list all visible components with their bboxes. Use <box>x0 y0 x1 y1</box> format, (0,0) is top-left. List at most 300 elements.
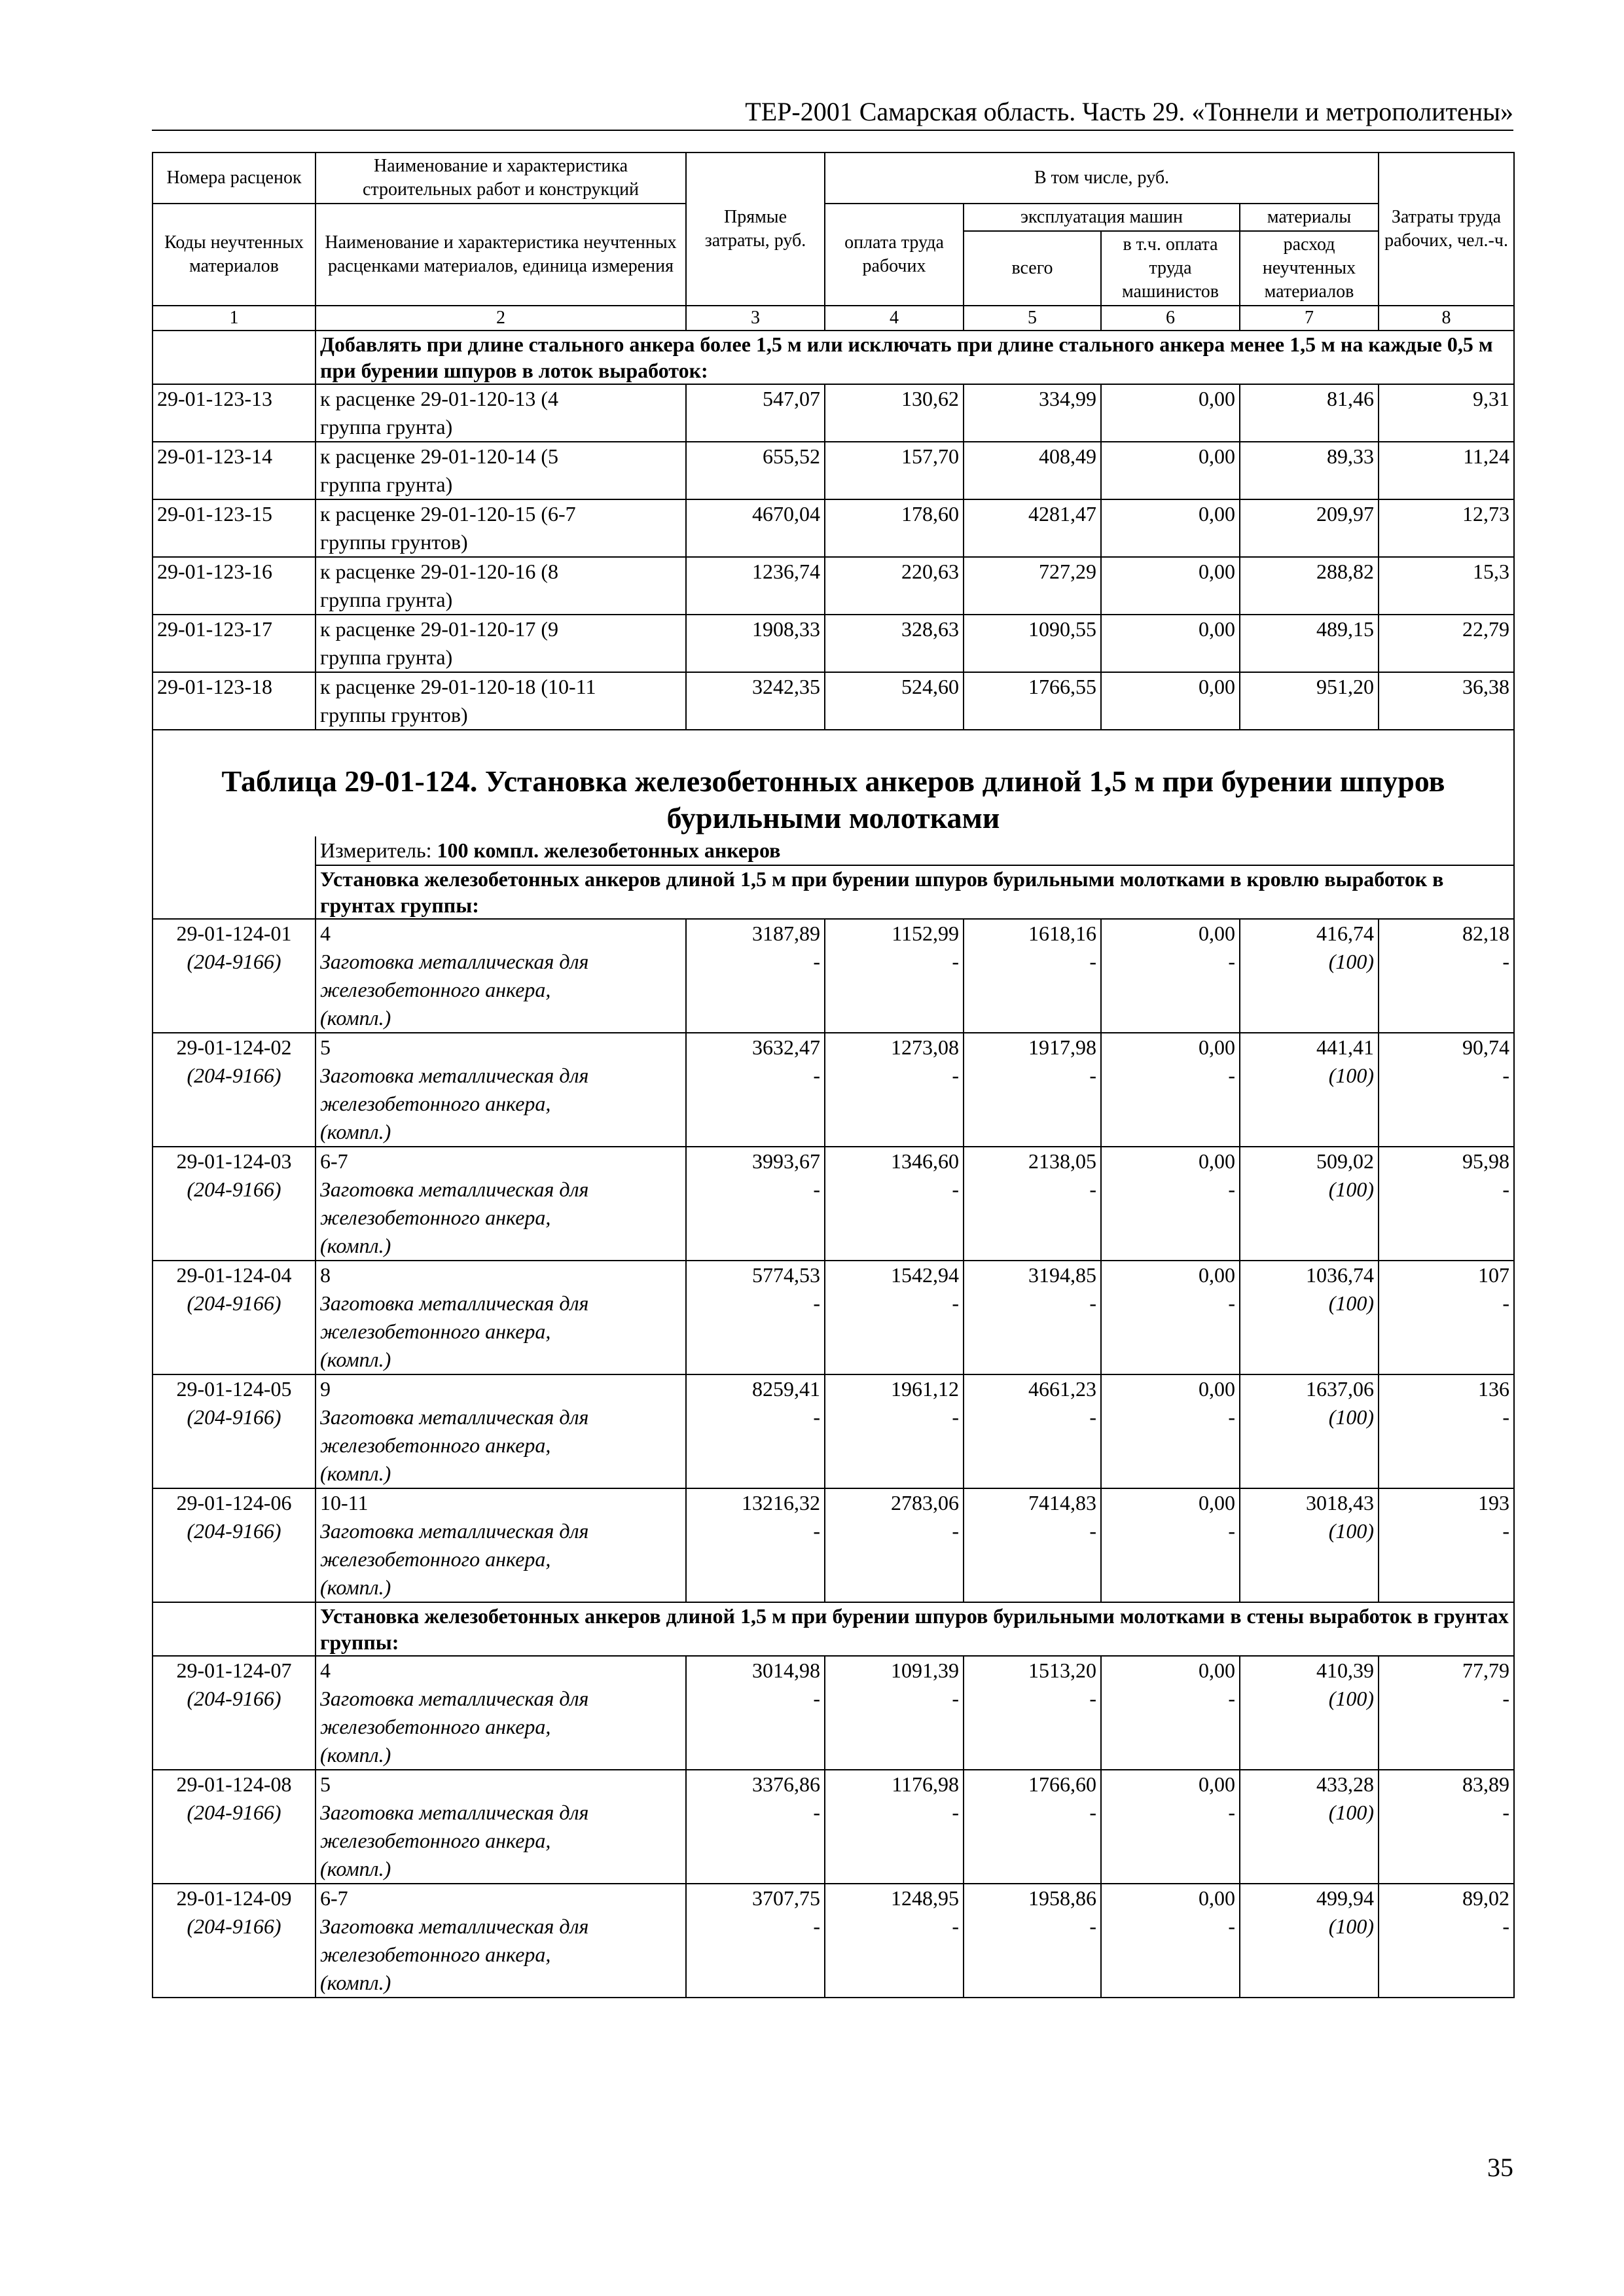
material-name: железобетонного анкера, <box>320 1092 551 1115</box>
material-code: (204-9166) <box>187 1687 281 1710</box>
labor-hours: 77,79 <box>1462 1659 1510 1682</box>
worker-pay-cell <box>825 1374 964 1488</box>
work-name-line: к расценке 29-01-120-13 (4 <box>320 387 558 410</box>
rate-code: 29-01-124-05 <box>176 1377 292 1401</box>
worker-pay-cell <box>825 1770 964 1884</box>
caption-spacer <box>153 1602 316 1656</box>
soil-group: 5 <box>320 1772 331 1796</box>
work-name <box>316 1033 686 1147</box>
material-dash: - <box>1089 950 1096 973</box>
worker-pay: 178,60 <box>825 499 964 557</box>
worker-pay-cell <box>825 1261 964 1374</box>
machine-total-cell <box>964 1884 1101 1998</box>
material-code: (204-9166) <box>187 1914 281 1938</box>
work-name <box>316 1770 686 1884</box>
material-cost: 489,15 <box>1240 615 1379 672</box>
rate-code: 29-01-123-13 <box>153 384 316 442</box>
header-title: ТЕР-2001 Самарская область. Часть 29. «Тоннели и метрополитены» <box>745 97 1513 126</box>
direct-cost: 3242,35 <box>686 672 825 730</box>
material-dash: - <box>1502 1914 1510 1938</box>
material-dash: - <box>952 1801 959 1824</box>
material-cost-cell <box>1240 1374 1379 1488</box>
machinist-pay: 0,00 <box>1101 672 1240 730</box>
material-cost: 288,82 <box>1240 557 1379 615</box>
work-name-line: к расценке 29-01-120-16 (8 <box>320 560 558 583</box>
material-cost: 89,33 <box>1240 442 1379 499</box>
machinist-pay: 0,00 <box>1199 1035 1235 1059</box>
meter-value: 100 компл. железобетонных анкеров <box>437 838 781 862</box>
machinist-pay: 0,00 <box>1199 1491 1235 1515</box>
material-cost: 509,02 <box>1316 1149 1375 1173</box>
machine-total: 2138,05 <box>1028 1149 1096 1173</box>
worker-pay: 1176,98 <box>892 1772 959 1796</box>
rate-code-cell <box>153 919 316 1033</box>
material-name: Заготовка металлическая для <box>320 1687 589 1710</box>
machine-total: 4281,47 <box>964 499 1101 557</box>
material-name: железобетонного анкера, <box>320 1829 551 1852</box>
material-name: Заготовка металлическая для <box>320 1064 589 1087</box>
material-code: (204-9166) <box>187 1519 281 1543</box>
direct-cost: 1236,74 <box>686 557 825 615</box>
material-cost: 209,97 <box>1240 499 1379 557</box>
material-name: железобетонного анкера, <box>320 1547 551 1571</box>
material-dash: - <box>1089 1064 1096 1087</box>
table-title-line1: Таблица 29-01-124. Установка железобетонных анкеров длиной 1,5 м при бурении шпуров <box>221 764 1445 798</box>
rate-code-cell <box>153 1656 316 1770</box>
worker-pay-cell <box>825 1884 964 1998</box>
work-name-line: к расценке 29-01-120-17 (9 <box>320 617 558 641</box>
material-amount: (100) <box>1328 1177 1375 1201</box>
material-amount: (100) <box>1328 1405 1375 1429</box>
col-direct-costs: Прямые затраты, руб. <box>686 152 825 306</box>
machinist-pay-cell <box>1101 919 1240 1033</box>
machinist-pay: 0,00 <box>1199 1886 1235 1910</box>
work-name-line: группы грунтов) <box>320 530 468 554</box>
machinist-pay: 0,00 <box>1199 1377 1235 1401</box>
labor-hours: 82,18 <box>1462 922 1510 945</box>
machinist-pay-cell <box>1101 1147 1240 1261</box>
table-title-line2: бурильными молотками <box>666 801 1000 834</box>
worker-pay: 1152,99 <box>892 922 959 945</box>
soil-group: 4 <box>320 1659 331 1682</box>
material-code: (204-9166) <box>187 1405 281 1429</box>
table-row <box>153 672 1514 730</box>
machine-total-cell <box>964 1770 1101 1884</box>
labor-hours-cell <box>1379 1147 1514 1261</box>
worker-pay: 220,63 <box>825 557 964 615</box>
table-row <box>153 1033 1514 1147</box>
rate-code: 29-01-123-18 <box>153 672 316 730</box>
col-rate-numbers: Номера расценок <box>153 152 316 204</box>
material-cost: 951,20 <box>1240 672 1379 730</box>
table-row <box>153 1884 1514 1998</box>
col-material-name: Наименование и характеристика неучтенных расценками материалов, единица измерения <box>316 204 686 306</box>
material-dash: - <box>1228 1064 1235 1087</box>
material-cost-cell <box>1240 1770 1379 1884</box>
material-cost-cell <box>1240 1656 1379 1770</box>
material-amount: (100) <box>1328 950 1375 973</box>
section-caption: Установка железобетонных анкеров длиной 1,5 м при бурении шпуров бурильными молотками в стены выработок в грунтах группы: <box>316 1602 1514 1656</box>
labor-hours: 15,3 <box>1379 557 1514 615</box>
direct-cost-cell <box>686 919 825 1033</box>
direct-cost: 1908,33 <box>686 615 825 672</box>
rate-code: 29-01-124-09 <box>176 1886 292 1910</box>
material-cost-cell <box>1240 1261 1379 1374</box>
rate-code: 29-01-123-17 <box>153 615 316 672</box>
work-name <box>316 1147 686 1261</box>
machine-total: 4661,23 <box>1028 1377 1096 1401</box>
direct-cost-cell <box>686 1033 825 1147</box>
material-dash: - <box>1089 1291 1096 1315</box>
material-cost: 1637,06 <box>1306 1377 1375 1401</box>
table-row <box>153 1374 1514 1488</box>
material-amount: (100) <box>1328 1064 1375 1087</box>
labor-hours: 11,24 <box>1379 442 1514 499</box>
soil-group: 6-7 <box>320 1149 348 1173</box>
direct-cost: 3632,47 <box>752 1035 820 1059</box>
worker-pay: 1542,94 <box>891 1263 959 1287</box>
direct-cost-cell <box>686 1770 825 1884</box>
material-dash: - <box>952 1064 959 1087</box>
table-row <box>153 1147 1514 1261</box>
direct-cost-cell <box>686 1488 825 1602</box>
direct-cost: 3707,75 <box>752 1886 820 1910</box>
machinist-pay: 0,00 <box>1101 615 1240 672</box>
work-name-line: группа грунта) <box>320 645 453 669</box>
table-row <box>153 615 1514 672</box>
direct-cost: 3993,67 <box>752 1149 820 1173</box>
material-name: Заготовка металлическая для <box>320 1914 589 1938</box>
table-row <box>153 1261 1514 1374</box>
machine-total-cell <box>964 1147 1101 1261</box>
table-row <box>153 384 1514 442</box>
material-cost: 81,46 <box>1240 384 1379 442</box>
material-dash: - <box>813 1801 820 1824</box>
labor-hours: 95,98 <box>1462 1149 1510 1173</box>
direct-cost: 3187,89 <box>752 922 820 945</box>
section-caption-row <box>153 1602 1514 1656</box>
material-cost: 410,39 <box>1316 1659 1375 1682</box>
table-row <box>153 442 1514 499</box>
table-title-row <box>153 730 1514 836</box>
material-cost: 441,41 <box>1316 1035 1375 1059</box>
material-dash: - <box>952 1405 959 1429</box>
meter-row <box>153 836 1514 865</box>
col-work-name: Наименование и характеристика строительных работ и конструкций <box>316 152 686 204</box>
machine-total: 1618,16 <box>1028 922 1096 945</box>
worker-pay: 130,62 <box>825 384 964 442</box>
worker-pay-cell <box>825 919 964 1033</box>
col-number: 4 <box>825 306 964 331</box>
labor-hours: 90,74 <box>1462 1035 1510 1059</box>
labor-hours: 89,02 <box>1462 1886 1510 1910</box>
page-header <box>152 92 1513 131</box>
material-dash: - <box>1089 1914 1096 1938</box>
rate-code-cell <box>153 1884 316 1998</box>
col-number: 8 <box>1379 306 1514 331</box>
material-cost: 416,74 <box>1316 922 1375 945</box>
rate-code: 29-01-124-01 <box>176 922 292 945</box>
material-dash: - <box>813 1687 820 1710</box>
material-unit: (компл.) <box>320 1006 391 1030</box>
labor-hours: 136 <box>1478 1377 1510 1401</box>
material-unit: (компл.) <box>320 1971 391 1994</box>
direct-cost: 3014,98 <box>752 1659 820 1682</box>
machinist-pay: 0,00 <box>1101 384 1240 442</box>
machinist-pay: 0,00 <box>1199 1659 1235 1682</box>
machinist-pay-cell <box>1101 1261 1240 1374</box>
worker-pay: 1091,39 <box>891 1659 959 1682</box>
material-cost: 3018,43 <box>1306 1491 1375 1515</box>
rate-code-cell <box>153 1488 316 1602</box>
material-dash: - <box>1228 1405 1235 1429</box>
material-dash: - <box>952 1914 959 1938</box>
column-numbers-row <box>153 306 1514 331</box>
direct-cost: 547,07 <box>686 384 825 442</box>
machine-total-cell <box>964 919 1101 1033</box>
worker-pay: 328,63 <box>825 615 964 672</box>
col-number: 7 <box>1240 306 1379 331</box>
machine-total: 1917,98 <box>1028 1035 1096 1059</box>
material-amount: (100) <box>1328 1801 1375 1824</box>
material-dash: - <box>952 1519 959 1543</box>
work-name <box>316 1374 686 1488</box>
material-name: Заготовка металлическая для <box>320 1519 589 1543</box>
col-machinist-pay: в т.ч. оплата труда машинистов <box>1101 231 1240 306</box>
material-dash: - <box>1502 1064 1510 1087</box>
col-machine-operation: эксплуатация машин <box>964 204 1240 231</box>
material-name: Заготовка металлическая для <box>320 1177 589 1201</box>
rate-code: 29-01-123-14 <box>153 442 316 499</box>
soil-group: 9 <box>320 1377 331 1401</box>
material-unit: (компл.) <box>320 1743 391 1767</box>
material-dash: - <box>1089 1405 1096 1429</box>
labor-hours: 9,31 <box>1379 384 1514 442</box>
worker-pay-cell <box>825 1656 964 1770</box>
material-code: (204-9166) <box>187 950 281 973</box>
rate-code-cell <box>153 1374 316 1488</box>
labor-hours-cell <box>1379 1656 1514 1770</box>
soil-group: 10-11 <box>320 1491 369 1515</box>
material-name: железобетонного анкера, <box>320 1433 551 1457</box>
machinist-pay: 0,00 <box>1101 442 1240 499</box>
material-name: железобетонного анкера, <box>320 1319 551 1343</box>
rate-code: 29-01-124-07 <box>176 1659 292 1682</box>
material-code: (204-9166) <box>187 1064 281 1087</box>
material-unit: (компл.) <box>320 1120 391 1143</box>
rate-code: 29-01-124-02 <box>176 1035 292 1059</box>
col-number: 2 <box>316 306 686 331</box>
material-dash: - <box>952 1177 959 1201</box>
col-labor-costs: Затраты труда рабочих, чел.-ч. <box>1379 152 1514 306</box>
col-number: 5 <box>964 306 1101 331</box>
machine-total-cell <box>964 1374 1101 1488</box>
rate-code-cell <box>153 1261 316 1374</box>
work-name-line: к расценке 29-01-120-14 (5 <box>320 444 558 468</box>
machinist-pay-cell <box>1101 1656 1240 1770</box>
soil-group: 5 <box>320 1035 331 1059</box>
worker-pay-cell <box>825 1147 964 1261</box>
labor-hours-cell <box>1379 1488 1514 1602</box>
work-name-line: к расценке 29-01-120-18 (10-11 <box>320 675 596 698</box>
material-dash: - <box>1089 1177 1096 1201</box>
material-cost-cell <box>1240 1033 1379 1147</box>
machine-total-cell <box>964 1656 1101 1770</box>
material-dash: - <box>813 1064 820 1087</box>
material-dash: - <box>952 1291 959 1315</box>
machine-total: 1513,20 <box>1028 1659 1096 1682</box>
rate-code: 29-01-123-16 <box>153 557 316 615</box>
material-name: железобетонного анкера, <box>320 978 551 1001</box>
machinist-pay-cell <box>1101 1374 1240 1488</box>
page-number: 35 <box>1487 2153 1513 2182</box>
machinist-pay-cell <box>1101 1884 1240 1998</box>
worker-pay-cell <box>825 1033 964 1147</box>
material-cost-cell <box>1240 919 1379 1033</box>
material-unit: (компл.) <box>320 1857 391 1880</box>
machine-total: 1090,55 <box>964 615 1101 672</box>
material-dash: - <box>1502 1687 1510 1710</box>
direct-cost-cell <box>686 1656 825 1770</box>
material-cost: 1036,74 <box>1306 1263 1375 1287</box>
material-dash: - <box>952 950 959 973</box>
col-material-codes: Коды неучтенных материалов <box>153 204 316 306</box>
machinist-pay: 0,00 <box>1199 1149 1235 1173</box>
machine-total: 3194,85 <box>1028 1263 1096 1287</box>
material-name: железобетонного анкера, <box>320 1206 551 1229</box>
table-row <box>153 499 1514 557</box>
rate-code-cell <box>153 1147 316 1261</box>
machine-total: 408,49 <box>964 442 1101 499</box>
material-dash: - <box>813 1914 820 1938</box>
section-caption: Добавлять при длине стального анкера более 1,5 м или исключать при длине стального анкера менее 1,5 м на каждые 0,5 м при бурении шпуров в лоток выработок: <box>316 331 1514 384</box>
work-name-line: группы грунтов) <box>320 703 468 726</box>
material-unit: (компл.) <box>320 1234 391 1257</box>
work-name-line: группа грунта) <box>320 473 453 496</box>
material-dash: - <box>1502 1177 1510 1201</box>
material-name: Заготовка металлическая для <box>320 1801 589 1824</box>
machinist-pay: 0,00 <box>1101 557 1240 615</box>
machine-total-cell <box>964 1033 1101 1147</box>
material-amount: (100) <box>1328 1519 1375 1543</box>
col-including: В том числе, руб. <box>825 152 1379 204</box>
direct-cost-cell <box>686 1374 825 1488</box>
material-unit: (компл.) <box>320 1462 391 1485</box>
caption-spacer <box>153 331 316 384</box>
section-caption: Установка железобетонных анкеров длиной 1,5 м при бурении шпуров бурильными молотками в кровлю выработок в грунтах группы: <box>316 865 1514 919</box>
meter <box>316 836 1514 865</box>
material-name: железобетонного анкера, <box>320 1943 551 1966</box>
rate-code: 29-01-124-06 <box>176 1491 292 1515</box>
table-row <box>153 1770 1514 1884</box>
table-row <box>153 1488 1514 1602</box>
worker-pay: 1961,12 <box>891 1377 959 1401</box>
material-dash: - <box>1228 1177 1235 1201</box>
col-machine-total: всего <box>964 231 1101 306</box>
labor-hours: 22,79 <box>1379 615 1514 672</box>
material-name: Заготовка металлическая для <box>320 1405 589 1429</box>
meter-label: Измеритель: <box>320 838 432 862</box>
material-dash: - <box>1502 1291 1510 1315</box>
rate-code: 29-01-124-04 <box>176 1263 292 1287</box>
work-name <box>316 499 686 557</box>
section-caption-row <box>153 331 1514 384</box>
labor-hours: 193 <box>1478 1491 1510 1515</box>
material-unit: (компл.) <box>320 1575 391 1599</box>
direct-cost-cell <box>686 1261 825 1374</box>
material-dash: - <box>813 1519 820 1543</box>
worker-pay: 2783,06 <box>891 1491 959 1515</box>
worker-pay-cell <box>825 1488 964 1602</box>
machinist-pay: 0,00 <box>1199 922 1235 945</box>
rate-code: 29-01-123-15 <box>153 499 316 557</box>
material-dash: - <box>1089 1801 1096 1824</box>
material-dash: - <box>813 950 820 973</box>
direct-cost: 655,52 <box>686 442 825 499</box>
material-dash: - <box>1089 1687 1096 1710</box>
work-name <box>316 615 686 672</box>
labor-hours-cell <box>1379 1261 1514 1374</box>
direct-cost: 4670,04 <box>686 499 825 557</box>
material-name: Заготовка металлическая для <box>320 1291 589 1315</box>
table-row <box>153 919 1514 1033</box>
header-rule <box>152 130 1513 131</box>
material-cost: 499,94 <box>1316 1886 1375 1910</box>
material-amount: (100) <box>1328 1687 1375 1710</box>
rate-code-cell <box>153 1770 316 1884</box>
material-dash: - <box>952 1687 959 1710</box>
machinist-pay: 0,00 <box>1199 1263 1235 1287</box>
material-dash: - <box>1502 1405 1510 1429</box>
labor-hours: 36,38 <box>1379 672 1514 730</box>
direct-cost: 8259,41 <box>752 1377 820 1401</box>
material-unit: (компл.) <box>320 1348 391 1371</box>
work-name <box>316 442 686 499</box>
machinist-pay-cell <box>1101 1770 1240 1884</box>
material-dash: - <box>1228 950 1235 973</box>
worker-pay: 524,60 <box>825 672 964 730</box>
worker-pay: 1346,60 <box>891 1149 959 1173</box>
worker-pay: 1273,08 <box>891 1035 959 1059</box>
material-dash: - <box>813 1177 820 1201</box>
worker-pay: 1248,95 <box>891 1886 959 1910</box>
section-caption-row <box>153 865 1514 919</box>
machinist-pay: 0,00 <box>1101 499 1240 557</box>
material-name: железобетонного анкера, <box>320 1715 551 1738</box>
labor-hours: 12,73 <box>1379 499 1514 557</box>
machine-total: 7414,83 <box>1028 1491 1096 1515</box>
machine-total: 1766,60 <box>1028 1772 1096 1796</box>
work-name-line: к расценке 29-01-120-15 (6-7 <box>320 502 576 526</box>
work-name-line: группа грунта) <box>320 415 453 439</box>
material-name: Заготовка металлическая для <box>320 950 589 973</box>
table-row <box>153 1656 1514 1770</box>
material-code: (204-9166) <box>187 1291 281 1315</box>
material-amount: (100) <box>1328 1291 1375 1315</box>
caption-spacer <box>153 865 316 919</box>
labor-hours: 83,89 <box>1462 1772 1510 1796</box>
labor-hours-cell <box>1379 919 1514 1033</box>
direct-cost-cell <box>686 1147 825 1261</box>
material-dash: - <box>813 1405 820 1429</box>
work-name <box>316 1656 686 1770</box>
material-dash: - <box>1502 1801 1510 1824</box>
material-dash: - <box>1502 1519 1510 1543</box>
direct-cost: 3376,86 <box>752 1772 820 1796</box>
worker-pay: 157,70 <box>825 442 964 499</box>
machinist-pay: 0,00 <box>1199 1772 1235 1796</box>
material-code: (204-9166) <box>187 1801 281 1824</box>
